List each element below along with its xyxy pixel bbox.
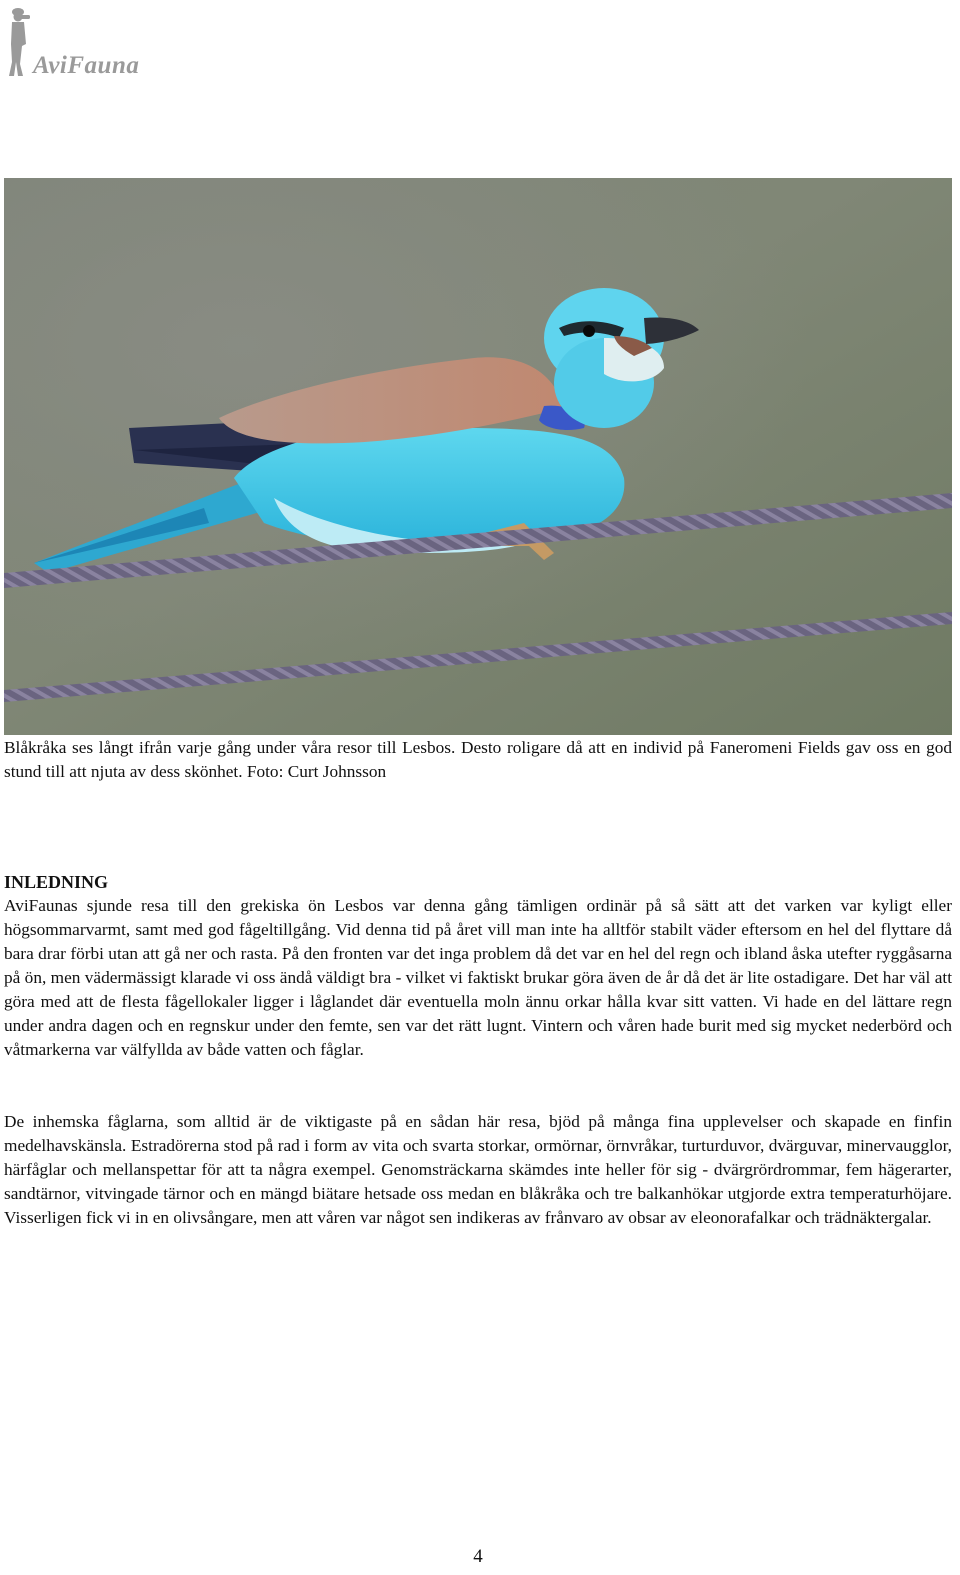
bird-photo (4, 178, 952, 735)
birdwatcher-figure-icon (6, 4, 34, 78)
european-roller-on-wire-icon (4, 178, 952, 735)
section-heading: INLEDNING (4, 872, 109, 892)
intro-paragraph-2: De inhemska fåglarna, som alltid är de viktigaste på en sådan här resa, bjöd på många fina upplevelser och skapade en finfin medelhavskänsla. Estradörerna stod på rad i form av vita och svarta storkar, ormörnar, örnvråkar, turturduvor, dvärguvar, minervaugglor, härfåglar och mellanspettar för att ta några exempel. Genomsträckarna skämdes inte heller för sig - dvärgrördrommar, fem hägerarter, sandtärnor, vitvingade tärnor och en mängd biätare hetsade oss medan en blåkråka och tre balkanhökar utgjorde extra temperaturhöjare. Visserligen fick vi in en olivsångare, men att våren var något sen indikeras av frånvaro av obsar av eleonorafalkar och trädnäktergalar. (4, 1112, 952, 1227)
avifauna-logo (4, 4, 174, 80)
intro-paragraph-1: AviFaunas sjunde resa till den grekiska ön Lesbos var denna gång tämligen ordinär på så sätt att det varken var kyligt eller högsommarvarmt, samt med god fågeltillgång. Vid denna tid på året vill man inte ha alltför stabilt väder eftersom en hel del flyttare då bara drar förbi utan att gå ner och rasta. På den fronten var det inga problem då det var en hel del regn och ibland åska utefter ryggåsarna på ön, men vädermässigt klarade vi oss ändå väldigt bra - vilket vi faktiskt brukar göra även de år då det är lite ostadigare. Det har väl att göra med att de flesta fågellokaler ligger i låglandet där eventuella moln ännu orkar hålla kvar sitt vatten. Vi hade en del lättare regn under andra dagen och en regnskur under den femte, sen var det rätt lugnt. Vintern och våren hade burit med sig mycket nederbörd och våtmarkerna var välfyllda av både vatten och fåglar. (4, 896, 952, 1059)
photo-caption: Blåkråka ses långt ifrån varje gång under våra resor till Lesbos. Desto roligare då att en individ på Faneromeni Fields gav oss en god stund till att njuta av dess skönhet. Foto: Curt Johnsson (4, 738, 952, 781)
logo-wordmark: AviFauna (33, 52, 140, 79)
page-number: 4 (473, 1546, 483, 1567)
